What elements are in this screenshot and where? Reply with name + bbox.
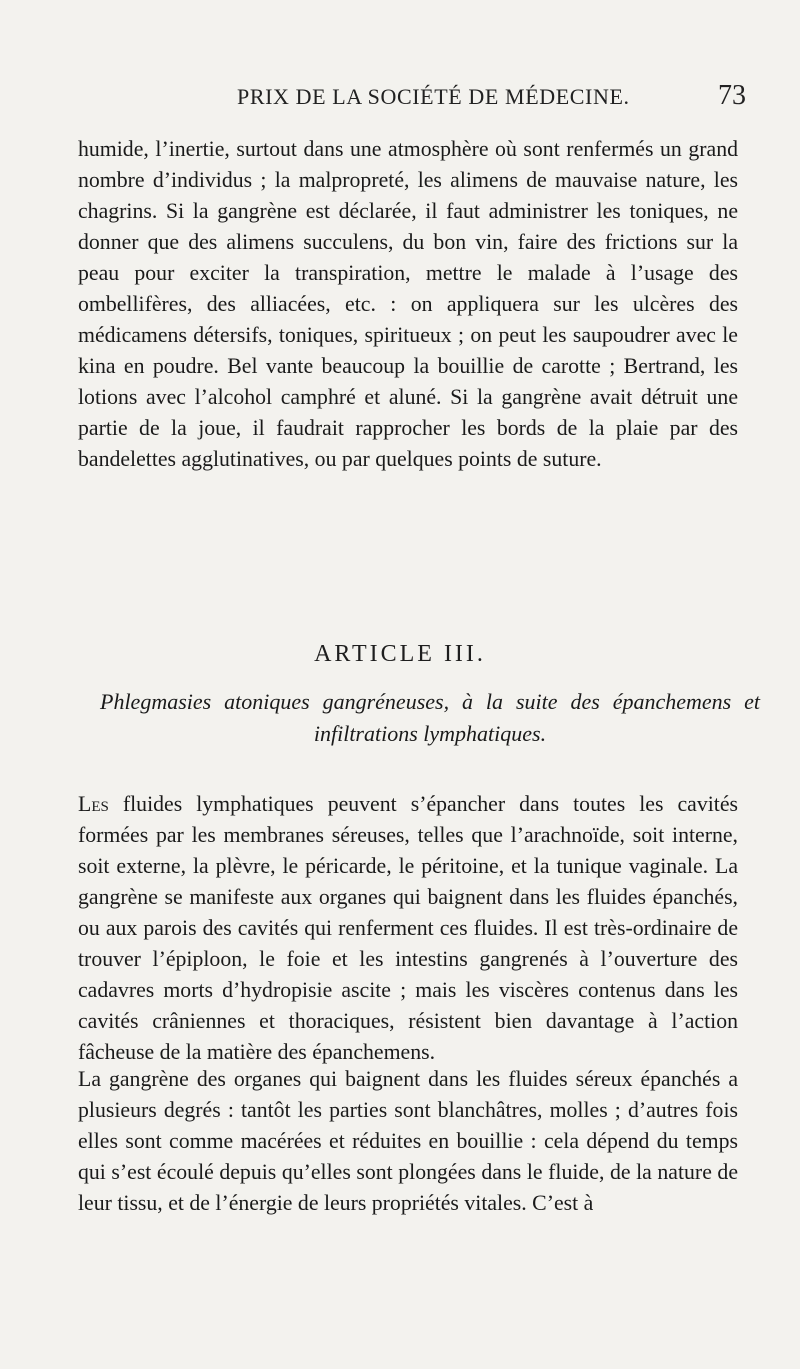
paragraph-1: humide, l’inertie, surtout dans une atmosphère où sont renfermés un grand nombre d’individus ; la malpropreté, les alimens de mauvaise nature, les chagrins. Si la gangrène est déclarée, il faut administrer les toniques, ne donner que des alimens succulens, du bon vin, faire des frictions sur la peau pour exciter la transpiration, mettre le malade à l’usage des ombellifères, des alliacées, etc. : on appliquera sur les ulcères des médicamens détersifs, toniques, spiritueux ; on peut les saupoudrer avec le kina en poudre. Bel vante beaucoup la bouillie de carotte ; Bertrand, les lotions avec l’alcohol camphré et aluné. Si la gangrène avait détruit une partie de la joue, il faudrait rapprocher les bords de la plaie par des bandelettes agglutinatives, ou par quelques points de suture. bbox=[78, 136, 738, 471]
running-title: PRIX DE LA SOCIÉTÉ DE MÉDECINE. bbox=[237, 84, 630, 109]
article-heading: ARTICLE III. bbox=[314, 641, 486, 667]
running-head bbox=[0, 80, 800, 124]
page-number: 73 bbox=[718, 80, 746, 111]
paragraph-2-lead-word: Les bbox=[78, 791, 109, 816]
article-subtitle: Phlegmasies atoniques gangréneuses, à la suite des épanchemens et infiltrations lymphatiques. bbox=[100, 689, 760, 746]
paragraph-3: La gangrène des organes qui baignent dans les fluides séreux épanchés a plusieurs degrés : tantôt les parties sont blanchâtres, molles ; d’autres fois elles sont comme macérées et réduites en bouillie : cela dépend du temps qui s’est écoulé depuis qu’elles sont plongées dans le fluide, de la nature de leur tissu, et de l’énergie de leurs propriétés vitales. C’est à bbox=[78, 1066, 738, 1215]
paragraph-2-text: fluides lymphatiques peuvent s’épancher dans toutes les cavités formées par les membranes séreuses, telles que l’arachnoïde, soit interne, soit externe, la plèvre, le péricarde, le péritoine, et la tunique vaginale. La gangrène se manifeste aux organes qui baignent dans les fluides épanchés, ou aux parois des cavités qui renferment ces fluides. Il est très-ordinaire de trouver l’épiploon, le foie et les intestins gangrenés à l’ouverture des cadavres morts d’hydropisie ascite ; mais les viscères contenus dans les cavités crâniennes et thoraciques, résistent bien davantage à l’action fâcheuse de la matière des épanchemens. bbox=[78, 791, 738, 1064]
paragraph-2 bbox=[78, 789, 738, 1068]
